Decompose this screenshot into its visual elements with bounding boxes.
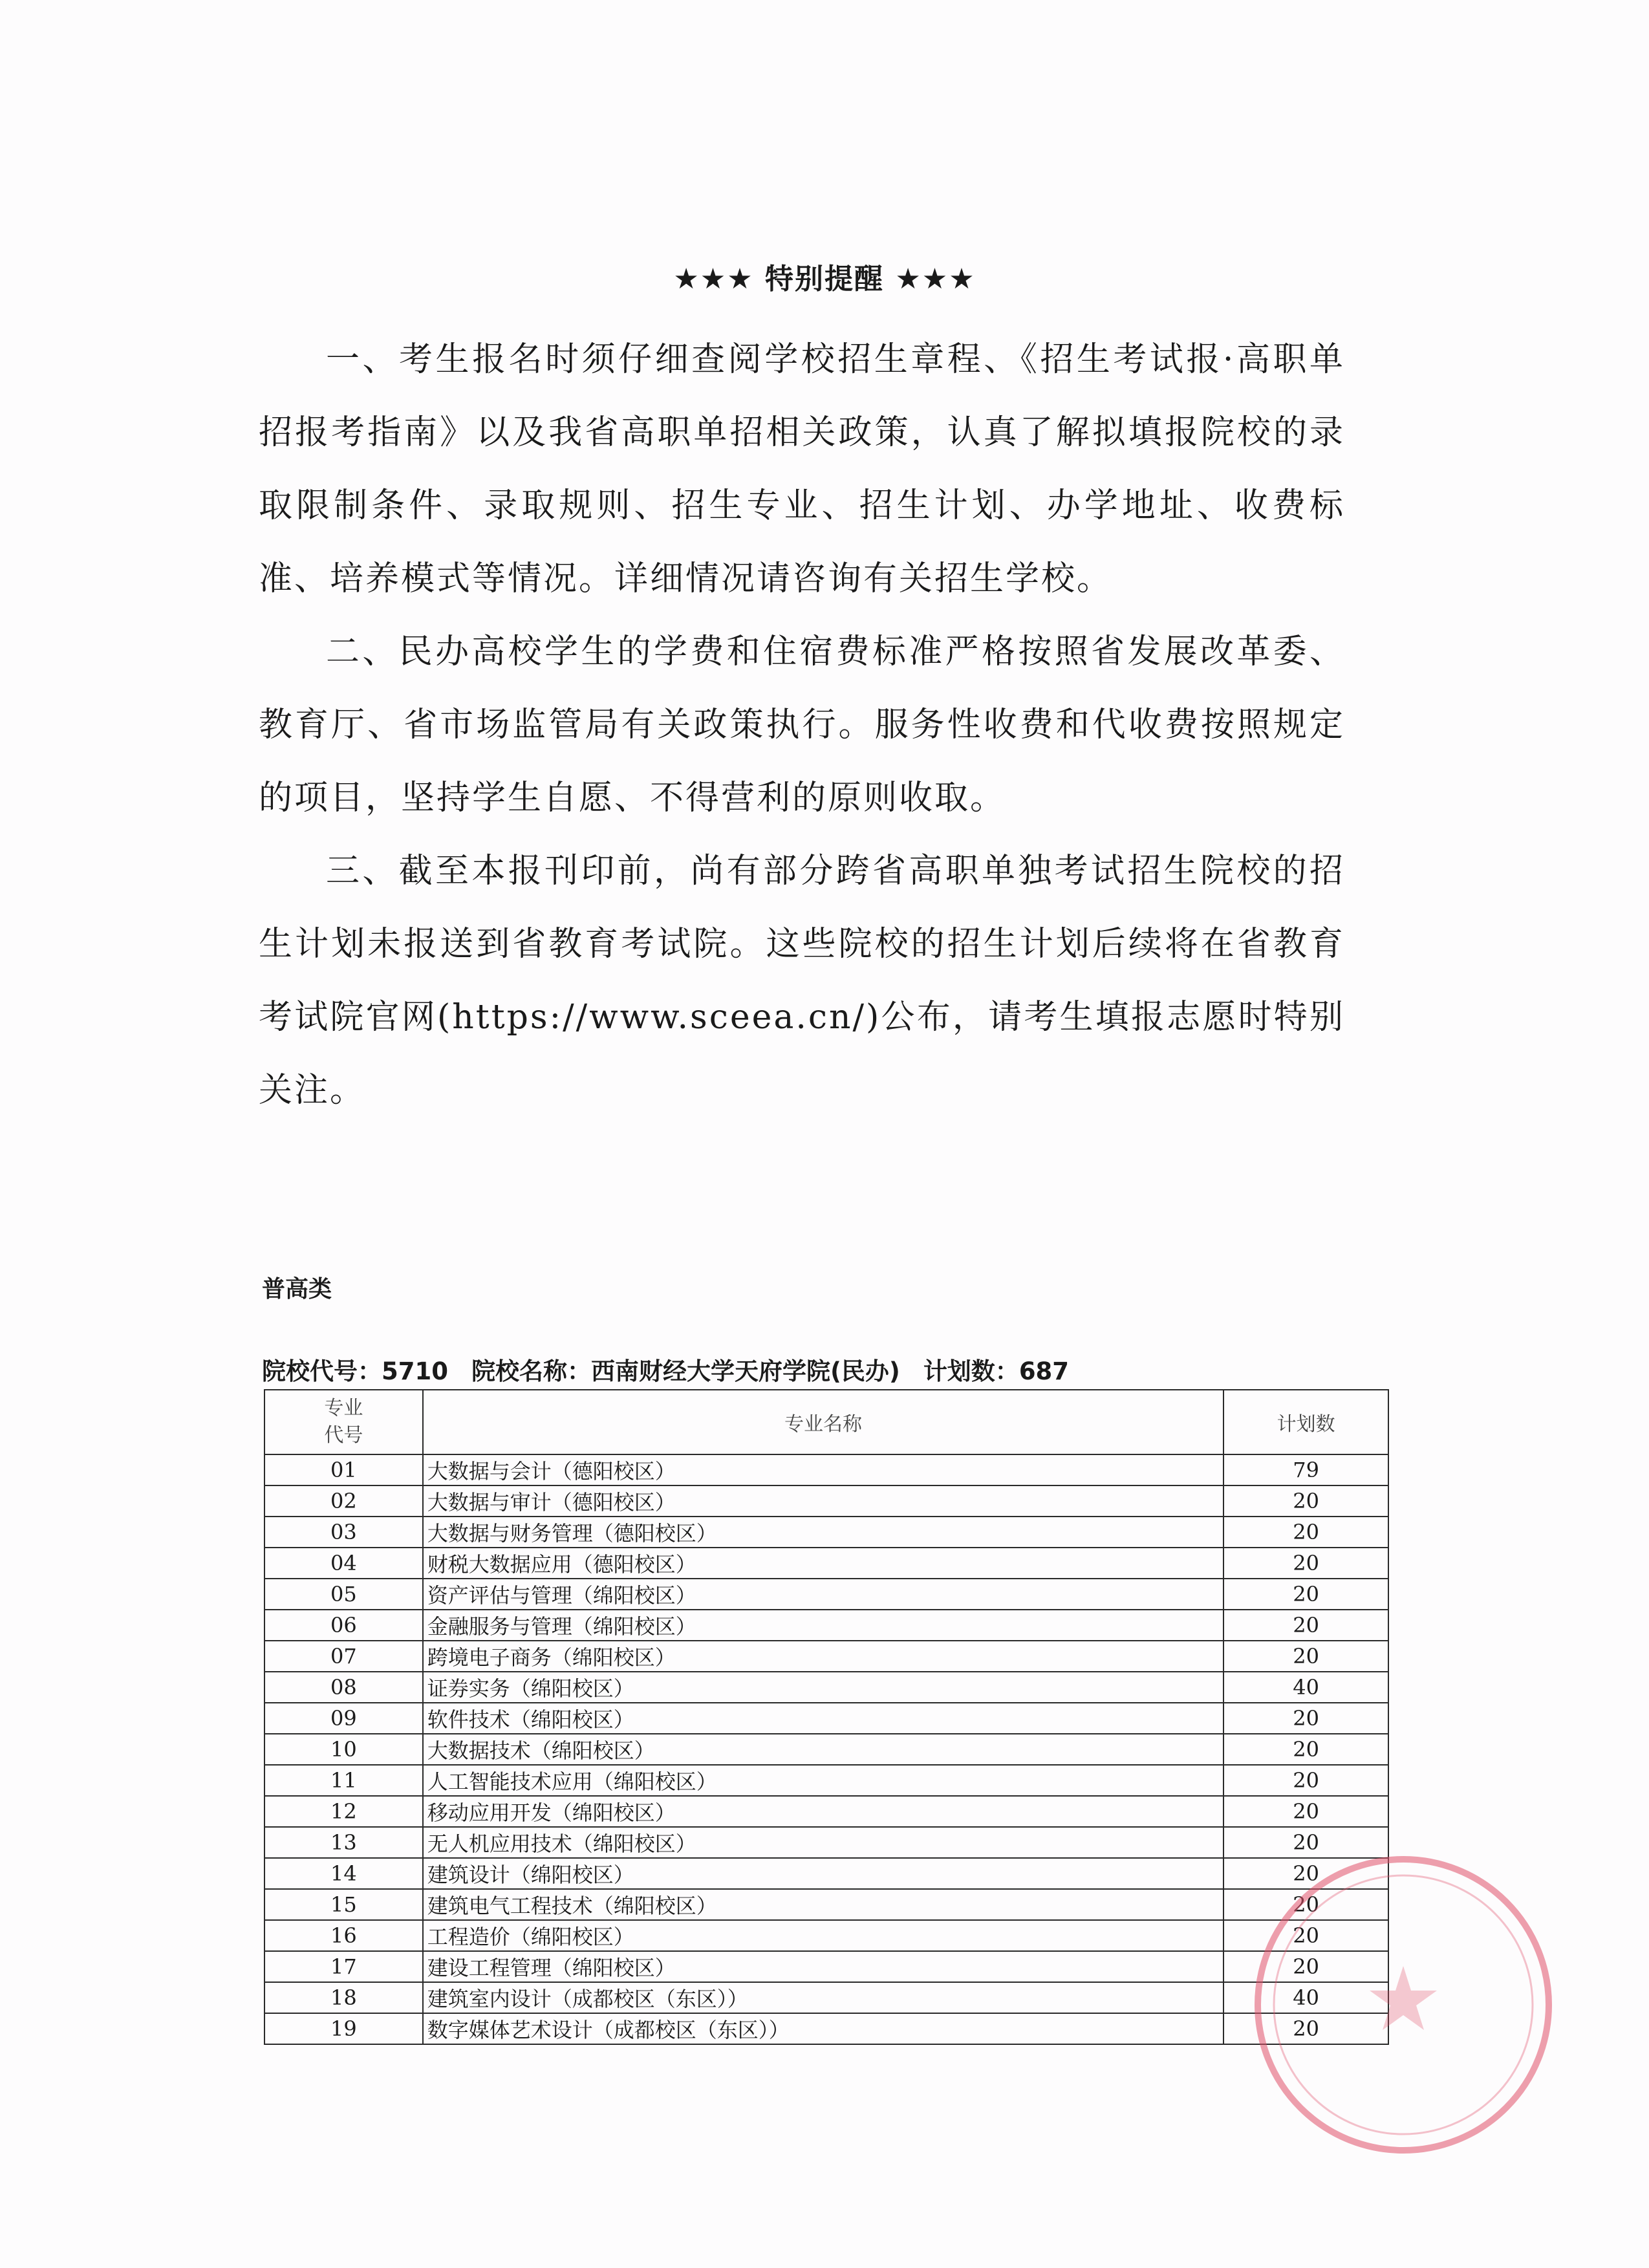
major-name-cell: 建筑设计（绵阳校区） xyxy=(423,1858,1224,1889)
major-code-cell: 05 xyxy=(264,1579,423,1610)
header-plan-count: 计划数 xyxy=(1223,1390,1388,1454)
table-row xyxy=(264,1889,1388,1920)
plan-count: 687 xyxy=(1018,1357,1070,1385)
plan-count-cell: 20 xyxy=(1223,1796,1388,1827)
header-major-name: 专业名称 xyxy=(423,1390,1224,1454)
plan-count-cell: 20 xyxy=(1223,1858,1388,1889)
major-name-cell: 跨境电子商务（绵阳校区） xyxy=(423,1641,1224,1672)
table-row xyxy=(264,1517,1388,1548)
major-code-cell: 08 xyxy=(264,1672,423,1703)
major-name-cell: 大数据与会计（德阳校区） xyxy=(423,1454,1224,1485)
school-name-label: 院校名称： xyxy=(471,1357,591,1385)
header-major-code: 专业 代号 xyxy=(264,1390,423,1454)
plan-count-cell: 20 xyxy=(1223,1610,1388,1641)
plan-count-cell: 20 xyxy=(1223,1579,1388,1610)
table-header-row xyxy=(264,1390,1388,1454)
plan-count-label: 计划数： xyxy=(923,1357,1019,1385)
notice-paragraph-3: 三、截至本报刊印前，尚有部分跨省高职单独考试招生院校的招生计划未报送到省教育考试院。这些院校的招生计划后续将在省教育考试院官网(https://www.sceea.cn/)公布，请考生填报志愿时特别关注。 xyxy=(259,852,1345,1110)
table-row xyxy=(264,1796,1388,1827)
notice-title: ★★★ 特别提醒 ★★★ xyxy=(673,263,976,296)
plan-count-cell: 20 xyxy=(1223,1703,1388,1734)
category-label: 普高类 xyxy=(262,1276,332,1302)
school-code: 5710 xyxy=(382,1357,448,1385)
table-body xyxy=(264,1454,1388,2044)
major-code-cell: 09 xyxy=(264,1703,423,1734)
major-name-cell: 工程造价（绵阳校区） xyxy=(423,1920,1224,1951)
major-name-cell: 软件技术（绵阳校区） xyxy=(423,1703,1224,1734)
major-name-cell: 资产评估与管理（绵阳校区） xyxy=(423,1579,1224,1610)
plan-count-cell: 20 xyxy=(1223,2013,1388,2044)
plan-count-cell: 20 xyxy=(1223,1920,1388,1951)
major-name-cell: 建筑电气工程技术（绵阳校区） xyxy=(423,1889,1224,1920)
table-row xyxy=(264,1641,1388,1672)
plan-count-cell: 20 xyxy=(1223,1641,1388,1672)
table-row xyxy=(264,1548,1388,1579)
plan-count-cell: 20 xyxy=(1223,1734,1388,1765)
school-code-label: 院校代号： xyxy=(262,1357,382,1385)
plan-count-cell: 40 xyxy=(1223,1982,1388,2013)
plan-count-cell: 20 xyxy=(1223,1951,1388,1982)
table-row xyxy=(264,1610,1388,1641)
major-code-cell: 14 xyxy=(264,1858,423,1889)
official-seal-stamp xyxy=(1242,1843,1565,2166)
major-name-cell: 建筑室内设计（成都校区（东区）） xyxy=(423,1982,1224,2013)
major-code-cell: 01 xyxy=(264,1454,423,1485)
major-name-cell: 财税大数据应用（德阳校区） xyxy=(423,1548,1224,1579)
major-code-cell: 10 xyxy=(264,1734,423,1765)
major-code-cell: 02 xyxy=(264,1485,423,1517)
major-code-cell: 04 xyxy=(264,1548,423,1579)
plan-count-cell: 20 xyxy=(1223,1548,1388,1579)
table-row xyxy=(264,1703,1388,1734)
plan-count-cell: 40 xyxy=(1223,1672,1388,1703)
table-row xyxy=(264,1765,1388,1796)
major-code-cell: 17 xyxy=(264,1951,423,1982)
table-row xyxy=(264,1920,1388,1951)
major-name-cell: 证券实务（绵阳校区） xyxy=(423,1672,1224,1703)
table-row xyxy=(264,1485,1388,1517)
major-name-cell: 大数据与财务管理（德阳校区） xyxy=(423,1517,1224,1548)
plan-count-cell: 20 xyxy=(1223,1765,1388,1796)
table-row xyxy=(264,1579,1388,1610)
plan-count-cell: 20 xyxy=(1223,1827,1388,1858)
major-name-cell: 大数据与审计（德阳校区） xyxy=(423,1485,1224,1517)
major-code-cell: 07 xyxy=(264,1641,423,1672)
major-name-cell: 无人机应用技术（绵阳校区） xyxy=(423,1827,1224,1858)
major-code-cell: 16 xyxy=(264,1920,423,1951)
major-code-cell: 13 xyxy=(264,1827,423,1858)
table-row xyxy=(264,1454,1388,1485)
plan-count-cell: 20 xyxy=(1223,1889,1388,1920)
major-name-cell: 金融服务与管理（绵阳校区） xyxy=(423,1610,1224,1641)
table-row xyxy=(264,1734,1388,1765)
major-code-cell: 18 xyxy=(264,1982,423,2013)
major-name-cell: 大数据技术（绵阳校区） xyxy=(423,1734,1224,1765)
major-plan-table xyxy=(264,1389,1389,2045)
major-name-cell: 移动应用开发（绵阳校区） xyxy=(423,1796,1224,1827)
notice-paragraph-1: 一、考生报名时须仔细查阅学校招生章程、《招生考试报·高职单招报考指南》以及我省高职单招相关政策，认真了解拟填报院校的录取限制条件、录取规则、招生专业、招生计划、办学地址、收费标准、培养模式等情况。详细情况请咨询有关招生学校。 xyxy=(259,340,1345,598)
major-code-cell: 19 xyxy=(264,2013,423,2044)
major-code-cell: 03 xyxy=(264,1517,423,1548)
plan-count-cell: 20 xyxy=(1223,1517,1388,1548)
major-code-cell: 15 xyxy=(264,1889,423,1920)
major-name-cell: 建设工程管理（绵阳校区） xyxy=(423,1951,1224,1982)
table-row xyxy=(264,2013,1388,2044)
table-row xyxy=(264,1951,1388,1982)
major-name-cell: 数字媒体艺术设计（成都校区（东区）） xyxy=(423,2013,1224,2044)
major-code-cell: 06 xyxy=(264,1610,423,1641)
major-code-cell: 11 xyxy=(264,1765,423,1796)
major-code-cell: 12 xyxy=(264,1796,423,1827)
plan-count-cell: 20 xyxy=(1223,1485,1388,1517)
table-row xyxy=(264,1858,1388,1889)
school-header xyxy=(262,1352,1069,1387)
plan-count-cell: 79 xyxy=(1223,1454,1388,1485)
school-name: 西南财经大学天府学院(民办) xyxy=(590,1357,900,1385)
table-row xyxy=(264,1827,1388,1858)
notice-paragraph-2: 二、民办高校学生的学费和住宿费标准严格按照省发展改革委、教育厅、省市场监管局有关政策执行。服务性收费和代收费按照规定的项目，坚持学生自愿、不得营利的原则收取。 xyxy=(259,632,1345,817)
table-row xyxy=(264,1982,1388,2013)
notice-body xyxy=(259,323,1345,1127)
table-row xyxy=(264,1672,1388,1703)
major-name-cell: 人工智能技术应用（绵阳校区） xyxy=(423,1765,1224,1796)
